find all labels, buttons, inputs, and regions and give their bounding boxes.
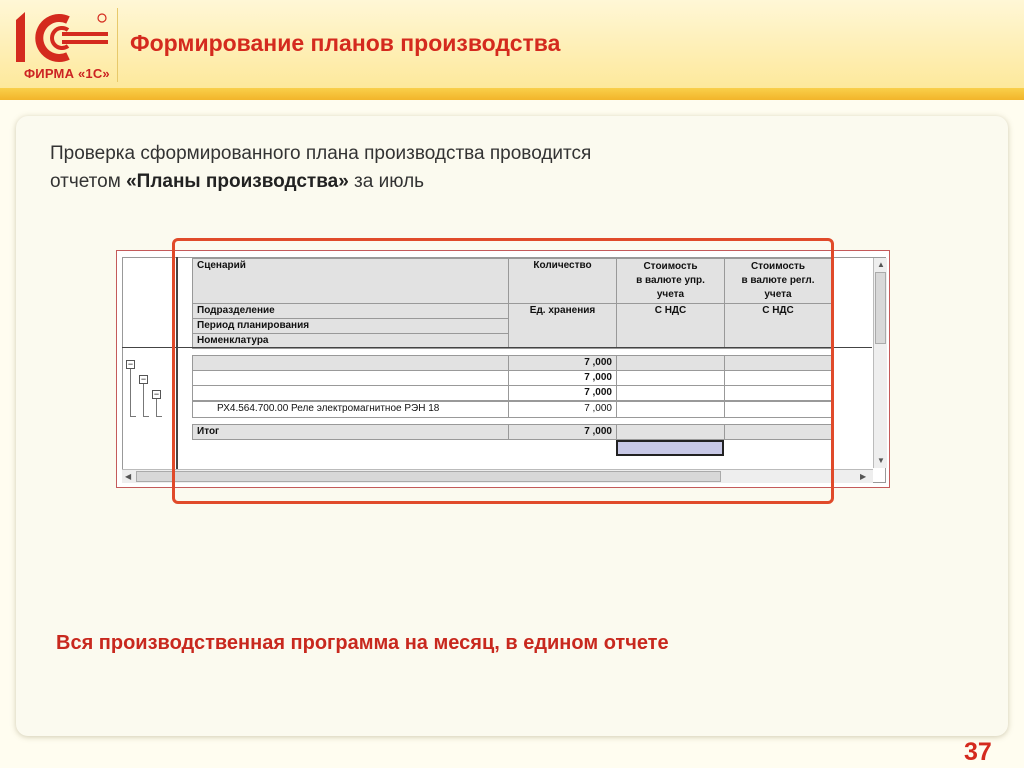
header-cost-reg-line2: в валюте регл. [741,275,815,286]
header-cost-reg-line3: учета [764,289,792,300]
total-label: Итог [192,424,509,440]
header-cost-mgmt-line3: учета [656,289,685,300]
total-qty: 7 ,000 [508,424,617,440]
tree-line-3-end [156,416,162,417]
row-4-name[interactable]: РХ4.564.700.00 Реле электромагнитное РЭН 18 [192,401,509,418]
company-logo [6,6,112,84]
intro-prefix: отчетом [50,171,127,192]
logo-divider [117,8,118,82]
header-unit: Ед. хранения [508,303,617,349]
header-division: Подразделение [192,303,509,319]
header-cost-reg-vat: С НДС [724,303,832,349]
collapse-group-1-icon[interactable]: − [127,359,134,369]
tree-line-2 [143,384,144,416]
tree-line-3 [156,399,157,416]
report-name: «Планы производства» [126,171,349,192]
collapse-group-3-icon[interactable]: − [153,389,160,399]
header-quantity: Количество [508,258,617,304]
row-2-qty[interactable]: 7 ,000 [508,370,617,386]
scroll-left-icon[interactable]: ◀ [125,472,132,481]
summary-text: Вся производственная программа на месяц, в едином отчете [56,632,669,654]
tree-line-2-end [143,416,149,417]
intro-line-1: Проверка сформированного плана производства проводится [50,143,592,164]
row-3-qty[interactable]: 7 ,000 [508,385,617,401]
tree-line-1-end [130,416,136,417]
intro-line-2 [50,168,750,196]
vertical-scrollbar[interactable] [873,258,887,468]
row-1-qty[interactable]: 7 ,000 [508,355,617,371]
header-period: Период планирования [192,318,509,334]
header-cost-mgmt-vat: С НДС [616,303,725,349]
header-cost-mgmt-line2: в валюте упр. [636,275,705,286]
scroll-down-icon[interactable]: ▼ [877,456,885,465]
page-title: Формирование планов производства [130,30,561,56]
logo-1c-icon [10,10,112,64]
header-cost-reg-line1: Стоимость [750,261,806,272]
header-scenario: Сценарий [192,258,509,308]
collapse-group-2-icon[interactable]: − [140,374,147,384]
intro-suffix: за июль [348,171,425,192]
page-number: 37 [964,738,992,766]
header-nomenclature: Номенклатура [192,333,509,349]
logo-text: ФИРМА «1С» [24,66,110,81]
header-accent-bar [0,88,1024,100]
intro-text [50,140,750,196]
header-cost-mgmt-line1: Стоимость [643,261,698,272]
tree-line-1 [130,369,131,417]
vertical-scroll-thumb[interactable] [875,272,886,344]
row-4-qty[interactable]: 7 ,000 [508,401,617,418]
scroll-right-icon[interactable]: ▶ [860,472,867,481]
highlight-frame [172,238,834,504]
scroll-up-icon[interactable]: ▲ [877,260,885,269]
